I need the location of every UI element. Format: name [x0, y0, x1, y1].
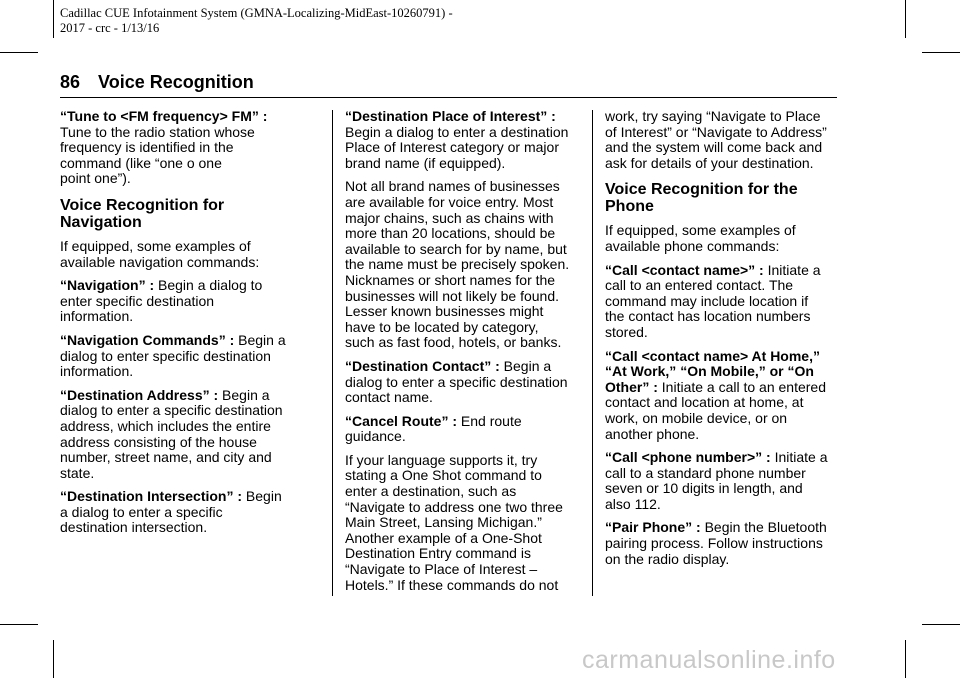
text-line: command may include location if [605, 292, 809, 309]
text-line: dialog to enter specific destination [60, 347, 271, 364]
section-title: Voice Recognition [98, 72, 254, 92]
text-line: Begin a [499, 357, 552, 374]
text-line: Another example of a One-Shot [345, 529, 542, 546]
section-heading [605, 181, 863, 215]
paragraph [345, 109, 603, 171]
heading-line: Navigation [60, 213, 142, 231]
text-line: information. [60, 308, 134, 325]
text-line: Initiate a [770, 449, 828, 466]
command-label: “Pair Phone” : [605, 519, 701, 536]
text-line: “Navigate to Place of Interest – [345, 561, 538, 578]
text-line: contact and location at home, at [605, 394, 804, 411]
heading-line: Voice Recognition for the [605, 181, 798, 199]
text-line: work, try saying “Navigate to Place [605, 108, 821, 124]
text-line: information. [60, 363, 134, 380]
text-line: Begin a [218, 386, 270, 403]
text-line: businesses will not likely be found. [345, 287, 560, 304]
text-line: available to search for by name, but [345, 240, 567, 257]
text-line: number, street name, and city and [60, 449, 272, 466]
crop-mark [0, 52, 38, 53]
paragraph [605, 223, 863, 254]
page-title [60, 72, 254, 93]
crop-mark [53, 0, 54, 38]
command-label: “Destination Contact” : [345, 357, 500, 374]
text-line: If equipped, some examples of [60, 237, 251, 254]
command-label: “Destination Intersection” : [60, 488, 243, 505]
text-line: address consisting of the house [60, 433, 257, 450]
text-line: available navigation commands: [60, 253, 260, 270]
text-line: also 112. [605, 495, 661, 512]
text-line: destination intersection. [60, 519, 208, 536]
command-label: “Navigation Commands” : [60, 331, 235, 348]
heading-line: Phone [605, 198, 654, 216]
text-line: available phone commands: [605, 237, 780, 254]
text-column-2 [345, 109, 603, 601]
paragraph [345, 453, 603, 593]
paragraph [60, 388, 318, 482]
meta-line: Cadillac CUE Infotainment System (GMNA-Localizing-MidEast-10260791) - [60, 6, 453, 20]
command-label: “Call <phone number>” : [605, 449, 771, 466]
paragraph [345, 414, 603, 445]
document-meta [60, 6, 453, 36]
command-label: “Call <contact name> At Home,” [605, 347, 820, 364]
text-line: dialog to enter a specific destination [60, 402, 283, 419]
text-line: another phone. [605, 425, 700, 442]
text-line: a dialog to enter a specific [60, 503, 223, 520]
crop-mark [53, 640, 54, 678]
paragraph [60, 489, 318, 536]
text-line: stored. [605, 323, 648, 340]
text-line: Hotels.” If these commands do not [345, 576, 559, 593]
paragraph [605, 349, 863, 443]
text-line: “Navigate to address one two three [345, 498, 563, 515]
text-line: stating a One Shot command to [345, 467, 542, 484]
crop-mark [0, 624, 38, 625]
text-line: point one”). [60, 170, 131, 187]
watermark: carmanualsonline.info [582, 646, 836, 674]
command-label: Other” : [605, 378, 658, 395]
text-line: are available for voice entry. Most [345, 193, 554, 210]
text-line: Begin the Bluetooth [700, 519, 827, 536]
section-heading [60, 197, 318, 231]
text-line: Not all brand names of businesses [345, 178, 560, 195]
text-line: Begin a dialog to enter a destination [345, 123, 569, 140]
text-line: such as fast food, hotels, or banks. [345, 334, 562, 351]
text-line: Begin a dialog to [154, 277, 263, 294]
text-line: dialog to enter a specific destination [345, 373, 568, 390]
text-column-3 [605, 109, 863, 575]
paragraph [60, 333, 318, 380]
text-line: and the system will come back and [605, 139, 823, 156]
text-line: If equipped, some examples of [605, 222, 796, 239]
text-line: of Interest” or “Navigate to Address” [605, 123, 827, 140]
text-line: call to an entered contact. The [605, 277, 794, 294]
text-line: on the radio display. [605, 550, 730, 567]
text-line: Nicknames or short names for the [345, 271, 556, 288]
paragraph [345, 179, 603, 351]
text-line: Tune to the radio station whose [60, 123, 255, 140]
text-line: address, which includes the entire [60, 417, 271, 434]
text-line: enter specific destination [60, 292, 215, 309]
command-label: “At Work,” “On Mobile,” or “On [605, 363, 814, 380]
crop-mark [905, 640, 906, 678]
text-line: have to be located by category, [345, 318, 539, 335]
text-line: contact name. [345, 389, 433, 406]
command-label: “Navigation” : [60, 277, 155, 294]
text-line: major chains, such as chains with [345, 209, 554, 226]
text-line: Destination Entry command is [345, 545, 531, 562]
heading-line: Voice Recognition for [60, 196, 225, 214]
text-line: seven or 10 digits in length, and [605, 480, 803, 497]
text-line: work, on mobile device, or on [605, 409, 788, 426]
text-line: Initiate a call to an entered [657, 378, 826, 395]
text-line: the name must be precisely spoken. [345, 256, 570, 273]
text-line: ask for details of your destination. [605, 154, 814, 171]
paragraph [605, 520, 863, 567]
crop-mark [922, 52, 960, 53]
text-line: call to a standard phone number [605, 464, 806, 481]
text-line: Begin [242, 488, 282, 505]
crop-mark [905, 0, 906, 38]
paragraph [60, 278, 318, 325]
text-line: Main Street, Lansing Michigan.” [345, 514, 542, 531]
text-line: End route [457, 412, 522, 429]
text-line: the contact has location numbers [605, 308, 811, 325]
text-line: brand name (if equipped). [345, 154, 506, 171]
text-line: Begin a [234, 331, 286, 348]
meta-line: 2017 - crc - 1/13/16 [60, 21, 160, 35]
command-label: “Call <contact name>” : [605, 261, 764, 278]
text-column-1 [60, 109, 318, 544]
text-line: Place of Interest category or major [345, 139, 559, 156]
text-line: command (like “one o one [60, 154, 222, 171]
command-label: “Cancel Route” : [345, 412, 458, 429]
paragraph [60, 239, 318, 270]
paragraph [605, 109, 863, 171]
title-rule [60, 97, 837, 98]
text-line: frequency is identified in the [60, 139, 234, 156]
text-line: state. [60, 464, 95, 481]
command-label: “Destination Place of Interest” : [345, 108, 556, 124]
text-line: guidance. [345, 428, 406, 445]
text-line: Lesser known businesses might [345, 303, 544, 320]
paragraph [605, 450, 863, 512]
paragraph [345, 359, 603, 406]
command-label: “Destination Address” : [60, 386, 219, 403]
column-divider [332, 110, 333, 596]
text-line: more than 20 locations, should be [345, 225, 556, 242]
text-line: enter a destination, such as [345, 483, 517, 500]
page-number: 86 [60, 72, 81, 92]
paragraph [605, 263, 863, 341]
paragraph [60, 109, 318, 187]
command-label: “Tune to <FM frequency> FM” : [60, 108, 268, 124]
crop-mark [922, 624, 960, 625]
text-line: Initiate a [763, 261, 821, 278]
text-line: If your language supports it, try [345, 451, 538, 468]
text-line: pairing process. Follow instructions [605, 535, 823, 552]
